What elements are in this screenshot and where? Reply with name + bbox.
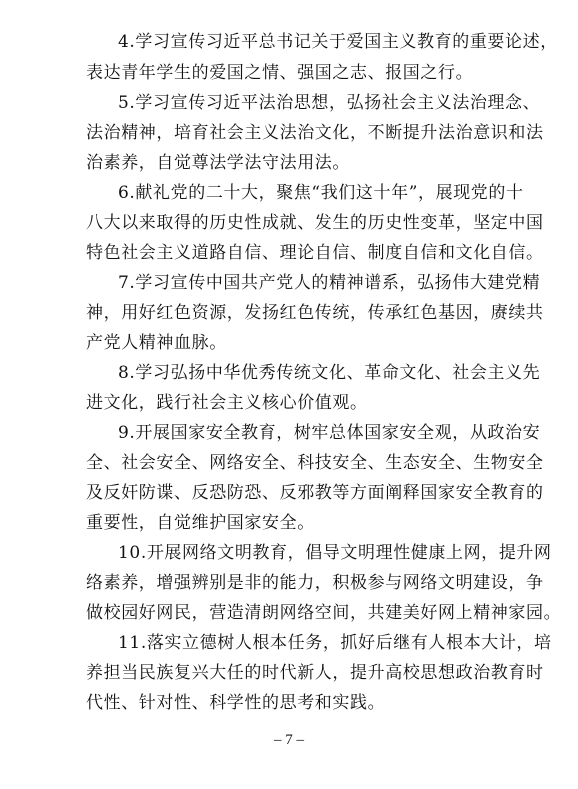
paragraph-line: 做校园好网民，营造清朗网络空间，共建美好网上精神家园。 xyxy=(86,603,562,623)
paragraph-line: 9.开展国家安全教育，树牢总体国家安全观，从政治安 xyxy=(118,423,541,443)
paragraph-line: 养担当民族复兴大任的时代新人，提升高校思想政治教育时 xyxy=(86,663,544,683)
paragraph-line: 及反奸防谍、反恐防恐、反邪教等方面阐释国家安全教育的 xyxy=(86,483,544,503)
paragraph-line: 5.学习宣传习近平法治思想，弘扬社会主义法治理念、 xyxy=(118,93,541,113)
paragraph-line: 治素养，自觉尊法学法守法用法。 xyxy=(86,153,350,173)
paragraph-line: 八大以来取得的历史性成就、发生的历史性变革，坚定中国 xyxy=(86,213,544,233)
paragraph-line: 重要性，自觉维护国家安全。 xyxy=(86,513,315,533)
paragraph-line: 6.献礼党的二十大，聚焦“我们这十年”，展现党的十 xyxy=(118,183,524,203)
paragraph-line: 10.开展网络文明教育，倡导文明理性健康上网，提升网 xyxy=(118,543,552,563)
paragraph-line: 4.学习宣传习近平总书记关于爱国主义教育的重要论述， xyxy=(118,32,558,52)
paragraph-line: 进文化，践行社会主义核心价值观。 xyxy=(86,393,368,413)
paragraph-line: 法治精神，培育社会主义法治文化，不断提升法治意识和法 xyxy=(86,123,544,143)
paragraph-line: 11.落实立德树人根本任务，抓好后继有人根本大计，培 xyxy=(118,633,552,653)
page-number: – 7 – xyxy=(274,732,304,748)
paragraph-line: 7.学习宣传中国共产党人的精神谱系，弘扬伟大建党精 xyxy=(118,273,541,293)
paragraph-line: 产党人精神血脉。 xyxy=(86,333,227,353)
paragraph-line: 8.学习弘扬中华优秀传统文化、革命文化、社会主义先 xyxy=(118,363,541,383)
paragraph-line: 络素养，增强辨别是非的能力，积极参与网络文明建设，争 xyxy=(86,573,544,593)
paragraph-line: 代性、针对性、科学性的思考和实践。 xyxy=(86,693,386,713)
paragraph-line: 特色社会主义道路自信、理论自信、制度自信和文化自信。 xyxy=(86,243,544,263)
paragraph-line: 表达青年学生的爱国之情、强国之志、报国之行。 xyxy=(86,63,474,83)
paragraph-line: 神，用好红色资源，发扬红色传统，传承红色基因，赓续共 xyxy=(86,303,544,323)
paragraph-line: 全、社会安全、网络安全、科技安全、生态安全、生物安全 xyxy=(86,453,544,473)
